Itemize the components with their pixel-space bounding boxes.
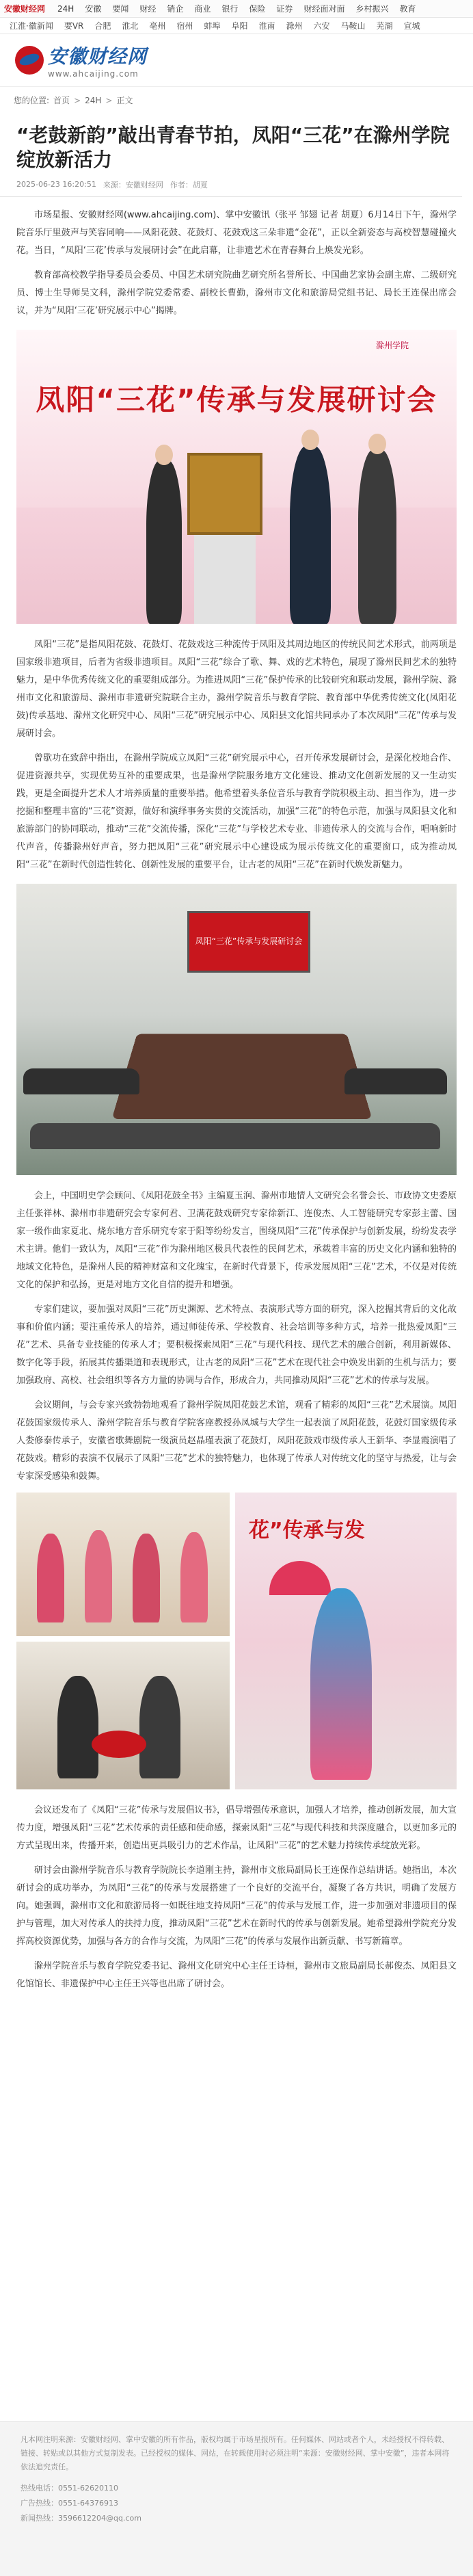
nav-item-business[interactable]: 商业 — [194, 4, 211, 14]
region-item[interactable]: 宣城 — [403, 21, 420, 31]
nav-item-anhui[interactable]: 安徽 — [85, 4, 102, 14]
breadcrumb-separator-icon: > — [105, 95, 113, 105]
contact-news-hotline: 新闻热线：3596612204@qq.com — [21, 2514, 141, 2523]
article-body — [0, 197, 473, 1993]
article-source: 来源：安徽财经网 — [103, 180, 163, 189]
article-paragraph: 教育部高校教学指导委员会委员、中国艺术研究院曲艺研究所名誉所长、中国曲艺家协会副主席、二级研究员、博士生导师吴文科，滁州学院党委常委、副校长曹勤，滁州市文化和旅游局党组书记、局长王连保出席会议，并为“凤阳‘三花’研究展示中心”揭牌。 — [16, 270, 457, 316]
region-item[interactable]: 六安 — [313, 21, 330, 31]
banner-org-text: 滁州学院 — [375, 341, 409, 350]
nav-item-rural[interactable]: 乡村振兴 — [355, 4, 389, 14]
article-paragraph: 凤阳“三花”是指凤阳花鼓、花鼓灯、花鼓戏这三种流传于凤阳及其周边地区的传统民间艺术形式，前两项是国家级非遗项目，后者为省级非遗项目。凤阳“三花”综合了歌、舞、戏的艺术特色，展现了滁州民间艺术的独特魅力，是中华优秀传统文化的重要组成部分。为推进凤阳“三花”保护传承的比较研究和联动发展，滁州学院、滁州市文化和旅游局、滁州市非遗研究院联合主办，滁州学院音乐与教育学院、教育部中华优秀传统文化(凤阳花鼓)传承基地、滁州文化研究中心、凤阳“三花”研究展示中心、凤阳县文化馆共同承办了本次凤阳“三花”传承与发展研讨会。 — [16, 640, 457, 739]
nav-item-securities[interactable]: 证券 — [276, 4, 293, 14]
contact-hotline: 热线电话：0551-62620110 — [21, 2484, 118, 2493]
region-item[interactable]: 蚌埠 — [204, 21, 221, 31]
page-footer — [0, 2421, 473, 2576]
article-photo-meeting — [16, 884, 457, 1175]
region-item[interactable]: 合肥 — [94, 21, 111, 31]
article-paragraph: 会上，中国明史学会顾问、《凤阳花鼓全书》主编夏玉润、滁州市地情人文研究会名誉会长、市政协文史委原主任张祥林、滁州市非遗研究会专家何君、卫满花鼓戏研究专家徐新江、连俊杰、人工智能研究专家彭主蕾、国家一级作曲家夏北、烧东地方音乐研究专家于阳等纷纷发言，围绕凤阳“三花”传承保护与创新发展，纷纷发表学术主讲。他们一致认为，凤阳“三花”作为滁州地区极具代表性的民间艺术，承载着丰富的历史文化内涵和独特的地域文化特色，是滁州人民的精神财富和文化瑰宝，在新时代背景下，传承发展凤阳“三花”艺术，不仅是对传统文化的保护和弘扬，更是对地方文化自信的提升和增强。 — [16, 1191, 457, 1290]
article-title: “老鼓新韵”敲出青春节拍，凤阳“三花”在滁州学院绽放新活力 — [16, 124, 450, 171]
nav-item-insurance[interactable]: 保险 — [249, 4, 266, 14]
article-author: 作者：胡夏 — [170, 180, 208, 189]
plaque — [187, 453, 262, 535]
nav-item-interview[interactable]: 财经面对面 — [303, 4, 345, 14]
article-paragraph: 市场星报、安徽财经网(www.ahcaijing.com)、掌中安徽讯（张平 邹翅 记者 胡夏）6月14日下午，滁州学院音乐厅里鼓声与笑容同响——凤阳花鼓、花鼓灯、花鼓戏这三朵非遗“金花”，正以全新姿态与高校智慧碰撞火花。当日，“凤阳‘三花’传承与发展研讨会”在此启幕，让非遗艺术在青春舞台上焕发光彩。 — [16, 210, 457, 256]
nav-item-24h[interactable]: 24H — [57, 3, 75, 14]
region-item[interactable]: 阜阳 — [231, 21, 248, 31]
stage-banner-text: 花”传承与发 — [249, 1519, 365, 1542]
article-paragraph: 滁州学院音乐与教育学院党委书记、滁州文化研究中心主任王诗桓，滁州市文旅局副局长郝俊杰、凤阳县文化馆馆长、非遗保护中心主任王兴等也出席了研讨会。 — [16, 1961, 457, 1989]
region-item[interactable]: 淮北 — [122, 21, 139, 31]
region-item[interactable]: 江淮·徽新闻 — [10, 21, 53, 31]
breadcrumb-current: 正文 — [116, 96, 133, 105]
publish-time: 2025-06-23 16:20:51 — [16, 180, 96, 189]
article-paragraph: 曾歇功在致辞中指出，在滁州学院成立凤阳“三花”研究展示中心，召开传承发展研讨会，是深化校地合作、促进资源共享，实现优势互补的重要成果，也是滁州学院服务地方文化建设、推动文化创新发展的又一生动实践，更是全面提升艺术人才培养质量的重要举措。他希望着头条位音乐与教育学院积极主动、担当作为，进一步挖掘和整理丰富的“三花”资源，做好和演绎事务实贯的交流活动，加强“三花”的特色示范，加强与凤阳县文化和旅游部门的协同联动，推动“三花”交流传播，深化“三花”与学校艺术专业、非遗传承人的交流与合作，唱响新时代声音，传播滁州好声音，努力把凤阳“三花”研究展示中心建设成为展示传统文化的重要窗口，成为推动凤阳“三花”在新时代创造性转化、创新性发展的重要平台，让古老的凤阳“三花”在新时代焕发新魅力。 — [16, 753, 457, 870]
article-paragraph: 专家们建议，要加强对凤阳“三花”历史渊源、艺术特点、表演形式等方面的研究，深入挖掘其背后的文化故事和价值内涵；要注重传承人的培养，通过师徒传承、学校教育、社会培训等多种方式，培养一批热爱凤阳“三花”艺术、具备专业技能的传承人才；要积极探索凤阳“三花”与现代科技、现代艺术的融合创新，利用新媒体、数字化等手段，拓展其传播渠道和表现形式，让古老的凤阳“三花”艺术在现代社会中焕发出新的生机与活力；要加强政府、高校、社会组织等各方力量的协调与合作，形成合力，共同推动凤阳“三花”艺术的传承与发展。 — [16, 1304, 457, 1386]
nav-item-enterprise[interactable]: 销企 — [167, 4, 184, 14]
nav-item-headlines[interactable]: 要闻 — [112, 4, 129, 14]
top-navigation — [0, 0, 473, 18]
breadcrumb-separator-icon: > — [74, 95, 81, 105]
article-paragraph: 研讨会由滁州学院音乐与教育学院院长李道刚主持，滁州市文旅局副局长王连保作总结讲话。她指出，本次研讨会的成功举办，为凤阳“三花”的传承与发展搭建了一个良好的交流平台，凝聚了各方共识，明确了发展方向。她强调，滁州市文化和旅游局将一如既往地支持凤阳“三花”的传承与发展工作，进一步加强对非遗项目的保护与管理，加大对传承人的扶持力度，推动凤阳“三花”艺术在新时代的传承与创新发展。她希望滁州学院充分发挥高校资源优势，加强与各方的合作与交流，为凤阳“三花”的传承与发展作出新贡献、书写新篇章。 — [16, 1865, 457, 1947]
region-item[interactable]: 芜湖 — [376, 21, 393, 31]
photo-drum-performance — [16, 1642, 230, 1789]
logo-url: www.ahcaijing.com — [48, 69, 139, 79]
contact-ad-hotline: 广告热线：0551-64376913 — [21, 2499, 118, 2508]
site-brand-link[interactable]: 安徽财经网 — [4, 4, 46, 14]
breadcrumb-24h[interactable]: 24H — [85, 95, 102, 105]
meeting-screen — [187, 911, 310, 973]
banner-title-text: 凤阳“三花”传承与发展研讨会 — [36, 383, 437, 417]
copyright-notice: 凡本网注明来源：安徽财经网、掌中安徽的所有作品，版权均属于市场星报所有。任何媒体、网站或者个人，未经授权不得转载、链接、转贴或以其他方式复制发表。已经授权的媒体、网站，在转载使用时必须注明“来源：安徽财经网、掌中安徽”，违者本网将依法追究责任。 — [21, 2435, 450, 2471]
article-photo-gallery — [16, 1493, 457, 1789]
meeting-screen-text: 凤阳“三花”传承与发展研讨会 — [195, 936, 303, 946]
nav-item-education[interactable]: 教育 — [399, 4, 416, 14]
article-meta — [0, 172, 462, 197]
logo-icon — [15, 46, 44, 75]
site-logo[interactable] — [0, 34, 473, 86]
photo-fan-dancer — [235, 1493, 457, 1789]
breadcrumb-home[interactable]: 首页 — [53, 96, 70, 105]
breadcrumb-label: 您的位置: — [14, 96, 50, 105]
region-item[interactable]: 要VR — [64, 21, 84, 31]
article-paragraph: 会议期间，与会专家兴致勃勃地观看了滁州学院凤阳花鼓艺术馆，观看了精彩的凤阳“三花”艺术展演。凤阳花鼓国家级传承人、滁州学院音乐与教育学院客座教授孙凤城与大学生一起表演了凤阳花鼓，花鼓灯国家级传承人娄修泰传承子，安徽省歌舞剧院一级演员赵晶瑾表演了花鼓灯，凤阳花鼓戏市级传承人王新华、李显霞演唱了花鼓戏。精彩的表演不仅展示了凤阳“三花”艺术的独特魅力，也体现了传承人对传统文化的坚守与热爱，让与会专家深受感染和鼓舞。 — [16, 1400, 457, 1482]
article-photo-unveiling — [16, 330, 457, 624]
region-navigation — [0, 18, 473, 34]
region-item[interactable]: 宿州 — [176, 21, 193, 31]
region-item[interactable]: 马鞍山 — [340, 21, 366, 31]
region-item[interactable]: 滁州 — [286, 21, 303, 31]
breadcrumb — [0, 86, 473, 114]
article-paragraph: 会议还发布了《凤阳“三花”传承与发展倡议书》，倡导增强传承意识，加强人才培养，推动创新发展，加大宣传力度，增强凤阳“三花”艺术传承的责任感和使命感，探索凤阳“三花”与现代科技和共深度融合，以更加多元的方式呈现出来，传播开来，创造出更具吸引力的艺术作品，让凤阳“三花”的艺术魅力持续传承绽放光彩。 — [16, 1805, 457, 1851]
photo-dance-group — [16, 1493, 230, 1636]
nav-item-bank[interactable]: 银行 — [221, 4, 239, 14]
nav-item-finance[interactable]: 财经 — [139, 4, 157, 14]
region-item[interactable]: 亳州 — [149, 21, 166, 31]
region-item[interactable]: 淮南 — [258, 21, 275, 31]
logo-name: 安徽财经网 — [48, 45, 148, 68]
